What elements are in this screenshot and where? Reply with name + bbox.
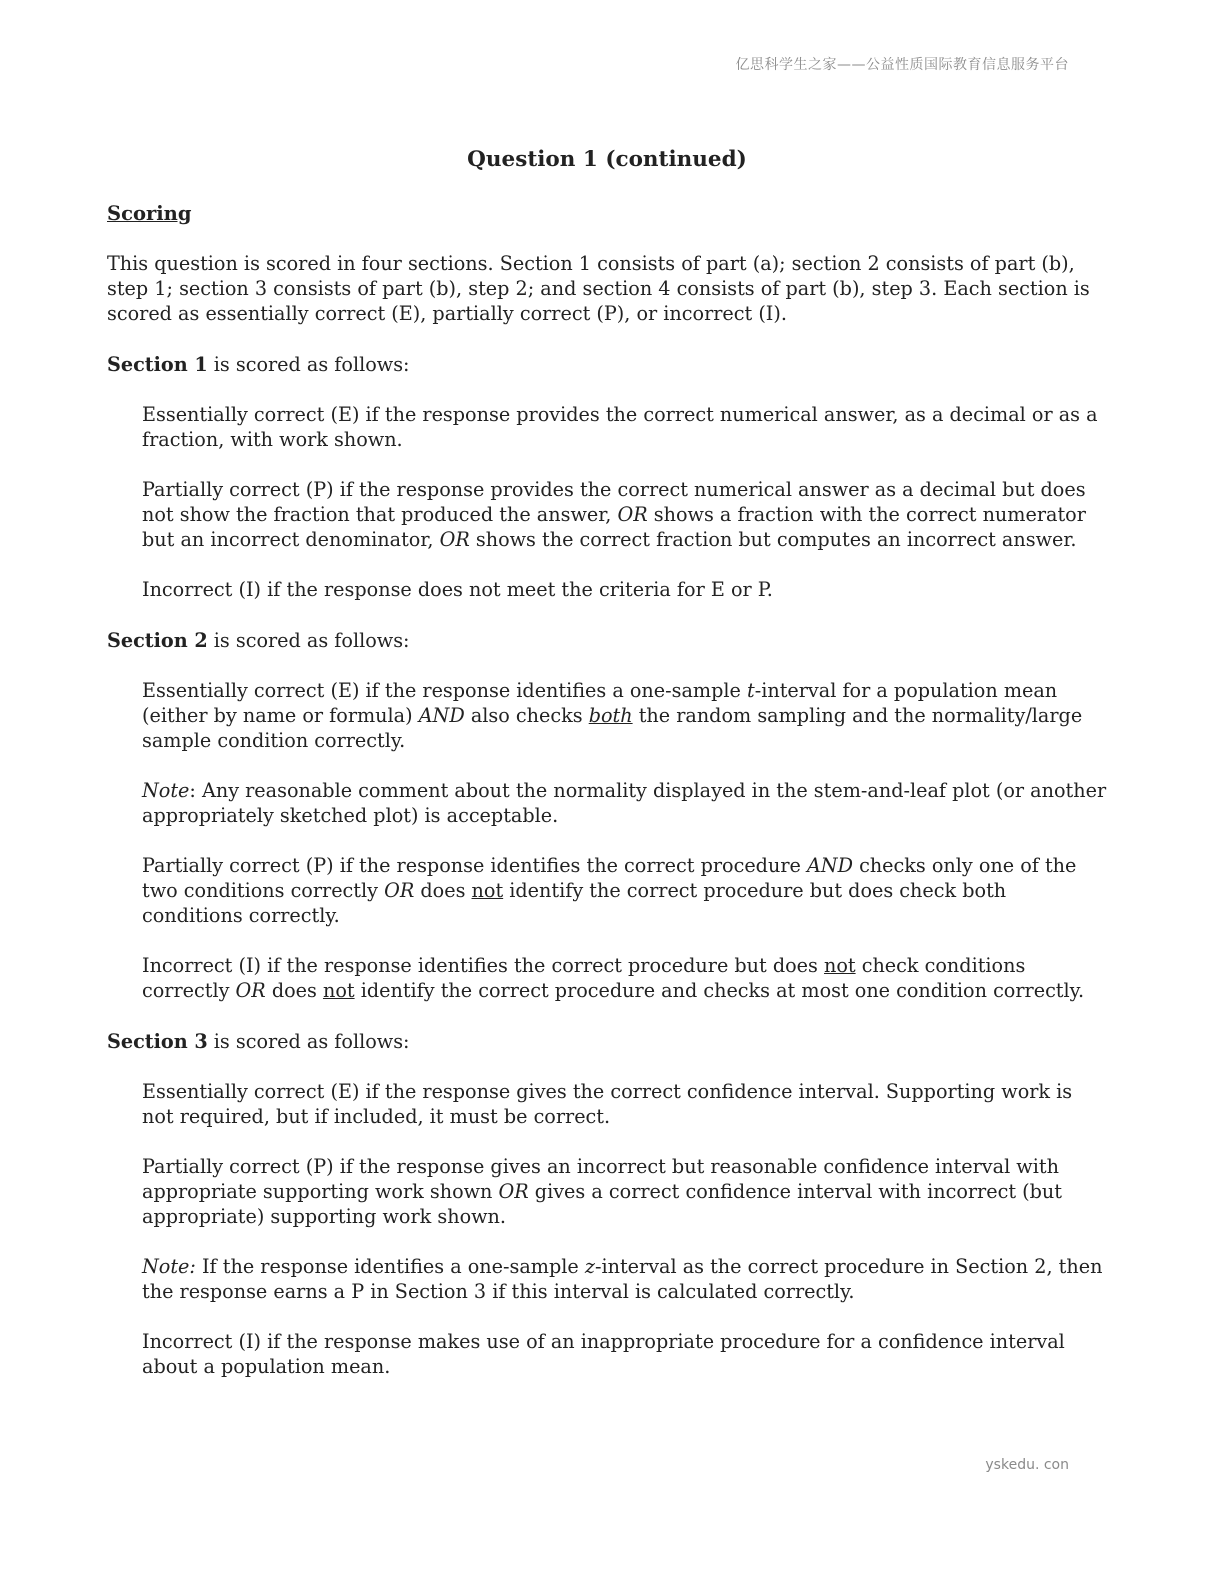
text-run: -interval for a population mean (either by name or formula)	[142, 679, 1058, 727]
section-2-label: Section 2	[107, 629, 208, 652]
section-1-suffix: is scored as follows:	[207, 353, 410, 376]
section-2-heading	[107, 628, 1107, 653]
text-run: Partially correct (P) if the response gives an incorrect but reasonable confidence interval with appropriate supporting work shown	[142, 1155, 1059, 1203]
and-emphasis: AND	[418, 704, 465, 727]
section-1-heading	[107, 352, 1107, 377]
text-run: Partially correct (P) if the response provides the correct numerical answer as a decimal but does not show the fraction that produced the answer,	[142, 478, 1086, 526]
page-content	[107, 145, 1107, 1379]
or-emphasis: OR	[498, 1180, 529, 1203]
t-variable: t	[747, 679, 755, 702]
text-run: checks only one of the two conditions correctly	[142, 854, 1077, 902]
section-3-essentially-correct: Essentially correct (E) if the response gives the correct confidence interval. Supporting work is not required, but if included, it must be correct.	[142, 1080, 1073, 1128]
section-3-note	[142, 1254, 1107, 1304]
not-emphasis: not	[322, 979, 355, 1002]
not-emphasis: not	[471, 879, 504, 902]
text-run: identify the correct procedure but does check both conditions correctly.	[142, 879, 1007, 927]
section-2-partially-correct	[142, 853, 1107, 928]
text-run: If the response identifies a one-sample	[195, 1255, 585, 1278]
text-run: Partially correct (P) if the response identifies the correct procedure	[142, 854, 807, 877]
section-2-note	[142, 778, 1107, 828]
page-title: Question 1 (continued)	[467, 147, 747, 172]
text-run: check conditions correctly	[142, 954, 1026, 1002]
text-run: -interval as the correct procedure in Section 2, then the response earns a P in Section 3 if this interval is calculated correctly.	[142, 1255, 1103, 1303]
both-emphasis: both	[588, 704, 633, 727]
text-run: the random sampling and the normality/large sample condition correctly.	[142, 704, 1083, 752]
text-run: does	[414, 879, 472, 902]
footer-watermark: yskedu. con	[985, 1457, 1069, 1473]
section-2-essentially-correct	[142, 678, 1107, 753]
text-run: : Any reasonable comment about the normality displayed in the stem-and-leaf plot (or another appropriately sketched plot) is acceptable.	[142, 779, 1107, 827]
z-variable: z	[584, 1255, 595, 1278]
and-emphasis: AND	[806, 854, 853, 877]
section-1-label: Section 1	[107, 353, 208, 376]
section-3-label: Section 3	[107, 1030, 208, 1053]
text-run: identify the correct procedure and checks at most one condition correctly.	[354, 979, 1085, 1002]
text-run: gives a correct confidence interval with incorrect (but appropriate) supporting work shown.	[142, 1180, 1062, 1228]
section-2-incorrect	[142, 953, 1107, 1003]
section-1-incorrect: Incorrect (I) if the response does not meet the criteria for E or P.	[142, 578, 773, 601]
scoring-heading: Scoring	[107, 202, 192, 225]
text-run: shows a fraction with the correct numerator but an incorrect denominator,	[142, 503, 1086, 551]
or-emphasis: OR	[235, 979, 266, 1002]
or-emphasis: OR	[617, 503, 648, 526]
intro-paragraph: This question is scored in four sections. Section 1 consists of part (a); section 2 consists of part (b), step 1; section 3 consists of part (b), step 2; and section 4 consists of part (b), step 3. Each section is scored as essentially correct (E), partially correct (P), or incorrect (I).	[107, 252, 1090, 325]
section-1-essentially-correct: Essentially correct (E) if the response provides the correct numerical answer, as a decimal or as a fraction, with work shown.	[142, 403, 1098, 451]
section-3-heading	[107, 1029, 1107, 1054]
or-emphasis: OR	[439, 528, 470, 551]
header-watermark: 亿思科学生之家——公益性质国际教育信息服务平台	[735, 57, 1069, 73]
section-3-partially-correct	[142, 1154, 1107, 1229]
text-run: Essentially correct (E) if the response identifies a one-sample	[142, 679, 747, 702]
section-2-suffix: is scored as follows:	[207, 629, 410, 652]
section-3-incorrect: Incorrect (I) if the response makes use of an inappropriate procedure for a confidence interval about a population mean.	[142, 1330, 1065, 1378]
text-run: does	[271, 979, 323, 1002]
text-run: shows the correct fraction but computes an incorrect answer.	[469, 528, 1077, 551]
or-emphasis: OR	[384, 879, 415, 902]
not-emphasis: not	[823, 954, 856, 977]
note-label: Note	[142, 779, 190, 802]
section-1-partially-correct	[142, 477, 1107, 552]
text-run: Incorrect (I) if the response identifies the correct procedure but does	[142, 954, 824, 977]
section-3-suffix: is scored as follows:	[207, 1030, 410, 1053]
text-run: also checks	[464, 704, 589, 727]
note-label: Note:	[142, 1255, 196, 1278]
